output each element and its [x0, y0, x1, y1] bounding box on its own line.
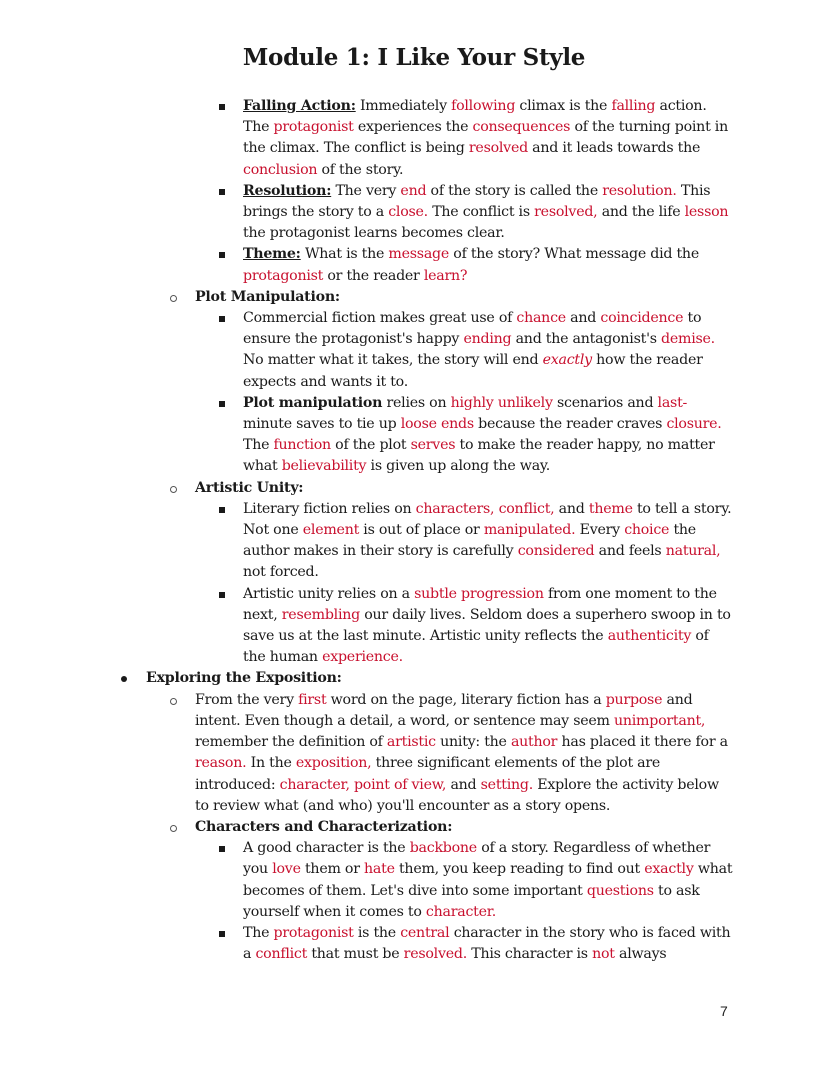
bullet-marker: [219, 244, 225, 265]
bullet-marker: [219, 838, 225, 859]
text-run: from one moment to the next,: [243, 585, 717, 623]
highlighted-term: closure.: [666, 416, 722, 433]
disc-bullet-icon: [121, 676, 127, 682]
text-run: the protagonist learns becomes clear.: [243, 225, 505, 242]
item-text: [243, 244, 733, 286]
highlighted-term: purpose: [605, 691, 663, 708]
text-run: experiences the: [353, 119, 473, 136]
bullet-marker: [170, 817, 177, 839]
highlighted-term: believability: [281, 458, 367, 475]
text-run: minute saves to tie up: [243, 416, 401, 433]
highlighted-term: learn?: [423, 267, 468, 284]
highlighted-term: theme: [588, 500, 633, 517]
bold-label: Exploring the Exposition:: [146, 670, 342, 687]
bold-label: Resolution:: [243, 182, 332, 199]
item-text: [195, 478, 735, 499]
text-run: climax is the: [515, 98, 612, 114]
text-run: and feels: [594, 543, 666, 560]
text-run: character in the story who is faced with a: [243, 924, 731, 963]
text-run: A good character is the: [243, 840, 410, 857]
highlighted-term: subtle progression: [414, 585, 544, 602]
text-run: Artistic unity relies on a: [243, 585, 415, 602]
bullet-marker: [219, 584, 225, 605]
section-item: [0, 690, 735, 817]
text-run: has placed it there for a: [557, 734, 728, 751]
bold-label: Falling Action:: [243, 98, 356, 114]
text-run: or the reader: [323, 267, 424, 284]
text-run: to ask yourself when it comes to: [243, 882, 700, 920]
highlighted-term: resolution.: [602, 182, 677, 199]
text-run: and: [446, 776, 481, 793]
bullet-marker: [219, 96, 225, 117]
bullet-marker: [219, 499, 225, 520]
sub-bullet-item: [0, 923, 733, 965]
bold-label: Characters and Characterization:: [195, 818, 453, 835]
circle-bullet-icon: [170, 486, 177, 493]
page-title: Module 1: I Like Your Style: [242, 44, 586, 71]
highlighted-term: serves: [410, 437, 456, 454]
item-text: [243, 923, 733, 965]
highlighted-term: end: [400, 182, 427, 199]
bullet-marker: [219, 181, 225, 202]
text-run: Immediately: [355, 98, 452, 114]
text-run: action. The: [243, 98, 707, 136]
circle-bullet-icon: [170, 698, 177, 705]
square-bullet-icon: [219, 189, 225, 195]
section-item: [0, 287, 735, 308]
highlighted-term: experience.: [322, 649, 403, 666]
highlighted-term: resolved.: [403, 946, 467, 963]
text-run: of the story.: [317, 161, 404, 178]
highlighted-term: resolved: [468, 140, 528, 157]
highlighted-term: natural,: [665, 543, 721, 560]
item-text: [146, 668, 736, 689]
text-run: and the antagonist's: [511, 331, 662, 348]
text-run: relies on: [382, 394, 451, 411]
highlighted-term: protagonist: [243, 267, 324, 284]
highlighted-term: chance: [516, 310, 566, 327]
highlighted-term: questions: [586, 882, 654, 899]
highlighted-term: artistic: [386, 734, 436, 751]
highlighted-term: coincidence: [600, 310, 684, 327]
text-run: From the very: [195, 691, 299, 708]
highlighted-term: reason.: [195, 755, 247, 772]
highlighted-term: unimportant,: [614, 712, 706, 729]
highlighted-term: resembling: [281, 606, 360, 623]
item-text: [195, 690, 735, 817]
text-run: of the turning point in the climax. The conflict is being: [243, 119, 728, 157]
text-run: the author makes in their story is carefully: [243, 522, 696, 560]
highlighted-term: demise.: [661, 331, 715, 348]
highlighted-term: central: [400, 924, 450, 941]
sub-bullet-item: [0, 393, 733, 478]
item-text: [243, 393, 733, 478]
text-run: how the reader expects and wants it to.: [243, 352, 703, 390]
text-run: and it leads towards the: [527, 140, 701, 157]
text-run: The conflict is: [427, 204, 535, 221]
item-text: [243, 584, 733, 669]
highlighted-term: message: [388, 246, 450, 263]
text-run: Commercial fiction makes great use of: [243, 310, 517, 327]
highlighted-term: falling: [611, 98, 656, 114]
square-bullet-icon: [219, 592, 225, 598]
item-text: [243, 499, 733, 584]
highlighted-term: authenticity: [607, 628, 692, 645]
text-run: to ensure the protagonist's happy: [243, 310, 702, 348]
highlighted-term: close.: [388, 204, 428, 221]
text-run: is out of place or: [359, 522, 484, 539]
square-bullet-icon: [219, 846, 225, 852]
text-run: our daily lives. Seldom does a superhero swoop in to save us at the last minute. Artistic unity reflects the: [243, 606, 731, 645]
item-text: [243, 96, 733, 181]
text-run: and the life: [597, 204, 685, 221]
text-run: of the story? What message did the: [449, 246, 699, 263]
highlighted-term: lesson: [684, 204, 729, 221]
highlighted-term: hate: [364, 861, 395, 878]
highlighted-term: character, point of view,: [279, 776, 447, 793]
highlighted-term: last-: [657, 394, 688, 411]
item-text: [243, 838, 733, 923]
text-run: Literary fiction relies on: [243, 500, 416, 517]
text-run: of the plot: [330, 437, 411, 454]
highlighted-term: exactly: [644, 861, 694, 878]
text-run: What is the: [300, 246, 389, 263]
square-bullet-icon: [219, 104, 225, 110]
highlighted-term: conclusion: [243, 161, 318, 178]
bullet-marker: [219, 308, 225, 329]
sub-bullet-item: [0, 244, 733, 286]
text-run: because the reader craves: [473, 416, 667, 433]
text-run: remember the definition of: [195, 734, 387, 751]
text-run: and: [554, 500, 589, 517]
highlighted-term: backbone: [409, 840, 477, 857]
sub-bullet-item: [0, 584, 733, 669]
item-text: [243, 181, 733, 245]
text-run: to make the reader happy, no matter what: [243, 437, 715, 475]
item-text: [195, 287, 735, 308]
highlighted-term: setting.: [480, 776, 533, 793]
sub-bullet-item: [0, 181, 733, 245]
text-run: The very: [331, 182, 401, 199]
text-run: This brings the story to a: [243, 182, 711, 221]
text-run: In the: [246, 755, 296, 772]
highlighted-term: manipulated.: [483, 522, 576, 539]
item-text: [243, 308, 733, 393]
top-bullet-item: [0, 668, 736, 689]
sub-bullet-item: [0, 308, 733, 393]
text-run: is given up along the way.: [366, 458, 551, 475]
highlighted-term: element: [302, 522, 360, 539]
highlighted-term: not: [592, 946, 615, 963]
sub-bullet-item: [0, 838, 733, 923]
circle-bullet-icon: [170, 295, 177, 302]
text-run: and intent. Even though a detail, a word, or sentence may seem: [195, 691, 693, 729]
text-run: The: [243, 437, 274, 454]
text-run: not forced.: [243, 564, 319, 581]
text-run: and: [565, 310, 601, 327]
section-item: [0, 478, 735, 499]
square-bullet-icon: [219, 401, 225, 407]
bullet-marker: [170, 478, 177, 500]
highlighted-term: highly unlikely: [450, 394, 553, 411]
square-bullet-icon: [219, 252, 225, 258]
square-bullet-icon: [219, 931, 225, 937]
item-text: [195, 817, 735, 838]
page-number: 7: [720, 1003, 728, 1019]
bold-label: Plot Manipulation:: [195, 288, 340, 305]
highlighted-term: resolved,: [534, 204, 598, 221]
highlighted-term: conflict: [255, 946, 308, 963]
bold-label: Plot manipulation: [243, 394, 383, 411]
highlighted-term: protagonist: [273, 924, 354, 941]
text-run: word on the page, literary fiction has a: [326, 691, 606, 708]
highlighted-term: ending: [463, 331, 512, 348]
text-run: always: [614, 946, 667, 963]
text-run: The: [243, 924, 274, 941]
outline-list: [0, 96, 828, 965]
highlighted-term: function: [273, 437, 331, 454]
highlighted-term: love: [272, 861, 301, 878]
highlighted-term: character.: [425, 903, 496, 920]
bullet-marker: [219, 393, 225, 414]
circle-bullet-icon: [170, 825, 177, 832]
text-run: of the story is called the: [426, 182, 603, 199]
text-run: scenarios and: [552, 394, 658, 411]
square-bullet-icon: [219, 316, 225, 322]
highlighted-term: choice: [624, 522, 670, 539]
highlighted-term: loose ends: [400, 416, 474, 433]
text-run: to tell a story. Not one: [243, 500, 732, 539]
highlighted-term: consequences: [472, 119, 571, 136]
bold-label: Theme:: [243, 246, 301, 263]
text-run: them or: [300, 861, 365, 878]
highlighted-term: author: [510, 734, 558, 751]
bold-label: Artistic Unity:: [195, 479, 304, 496]
highlighted-term: first: [298, 691, 327, 708]
highlighted-term: exposition,: [295, 755, 372, 772]
highlighted-term: considered: [517, 543, 595, 560]
bullet-marker: [170, 690, 177, 712]
text-run: three significant elements of the plot are introduced:: [195, 755, 661, 793]
sub-bullet-item: [0, 499, 733, 584]
bullet-marker: [170, 287, 177, 309]
text-run: is the: [353, 924, 401, 941]
highlighted-term: protagonist: [273, 119, 354, 136]
text-run: Explore the activity below to review what (and who) you'll encounter as a story opens.: [195, 776, 719, 814]
bullet-marker: [121, 668, 127, 689]
text-run: unity: the: [435, 734, 511, 751]
section-item: [0, 817, 735, 838]
text-run: No matter what it takes, the story will end: [243, 352, 543, 369]
highlighted-term: following: [451, 98, 516, 114]
text-run: what becomes of them. Let's dive into some important: [243, 861, 733, 899]
text-run: of the human: [243, 628, 709, 666]
text-run: that must be: [307, 946, 404, 963]
text-run: This character is: [466, 946, 593, 963]
bullet-marker: [219, 923, 225, 944]
highlighted-term: exactly: [542, 352, 592, 369]
text-run: of a story. Regardless of whether you: [243, 840, 711, 878]
highlighted-term: characters, conflict,: [415, 500, 555, 517]
text-run: them, you keep reading to find out: [394, 861, 645, 878]
sub-bullet-item: [0, 96, 733, 181]
text-run: Every: [575, 522, 625, 539]
square-bullet-icon: [219, 507, 225, 513]
